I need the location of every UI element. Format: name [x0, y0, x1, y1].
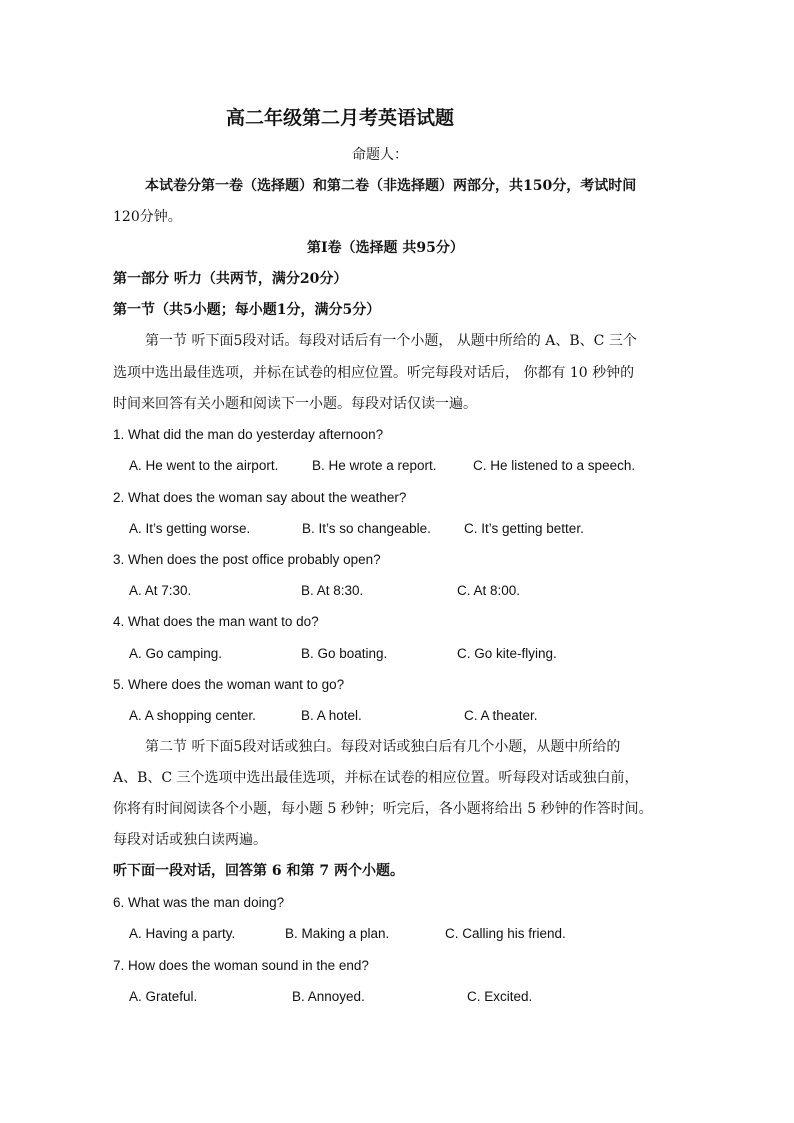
question-7-option-c: C. Excited.: [467, 989, 533, 1004]
dialogue-group-heading: 听下面一段对话，回答第 6 和第 7 两个小题。: [113, 863, 404, 879]
question-5: 5. Where does the woman want to go?: [113, 677, 345, 692]
intro-line-2: 120分钟。: [113, 209, 182, 225]
question-6: 6. What was the man doing?: [113, 895, 285, 910]
question-2-option-b: B. It’s so changeable.: [302, 521, 431, 536]
question-5-option-a: A. A shopping center.: [129, 708, 256, 723]
section-1-instruction: 时间来回答有关小题和阅读下一小题。每段对话仅读一遍。: [113, 396, 477, 412]
question-1-option-a: A. He went to the airport.: [129, 458, 279, 473]
section-2-instruction: 每段对话或独白读两遍。: [113, 832, 267, 848]
section-1-instruction: 第一节 听下面5段对话。每段对话后有一个小题， 从题中所给的 A、B、C 三个: [145, 333, 637, 349]
question-4-option-b: B. Go boating.: [301, 646, 388, 661]
intro-line-1: 本试卷分第一卷（选择题）和第二卷（非选择题）两部分，共150分，考试时间: [145, 178, 637, 194]
question-2: 2. What does the woman say about the weather?: [113, 490, 407, 505]
question-2-option-a: A. It’s getting worse.: [129, 521, 251, 536]
exam-title: 高二年级第二月考英语试题: [226, 107, 455, 129]
question-3: 3. When does the post office probably open?: [113, 552, 381, 567]
question-6-option-b: B. Making a plan.: [285, 926, 390, 941]
question-2-option-c: C. It’s getting better.: [464, 521, 584, 536]
section-1-heading: 第一节（共5小题；每小题1分，满分5分）: [113, 302, 381, 318]
question-7-option-b: B. Annoyed.: [292, 989, 365, 1004]
question-1-option-c: C. He listened to a speech.: [473, 458, 636, 473]
question-5-option-c: C. A theater.: [464, 708, 538, 723]
question-6-option-a: A. Having a party.: [129, 926, 236, 941]
question-3-option-b: B. At 8:30.: [301, 583, 364, 598]
volume-1-heading: 第Ⅰ卷（选择题 共95分）: [307, 240, 464, 256]
section-2-instruction: 第二节 听下面5段对话或独白。每段对话或独白后有几个小题，从题中所给的: [145, 739, 621, 755]
part-1-heading: 第一部分 听力（共两节，满分20分）: [113, 271, 348, 287]
section-2-instruction: 你将有时间阅读各个小题，每小题 5 秒钟；听完后，各小题将给出 5 秒钟的作答时间。: [113, 801, 653, 817]
question-5-option-b: B. A hotel.: [301, 708, 362, 723]
question-6-option-c: C. Calling his friend.: [445, 926, 566, 941]
author-label: 命题人：: [352, 147, 408, 163]
question-4-option-a: A. Go camping.: [129, 646, 223, 661]
question-1-option-b: B. He wrote a report.: [312, 458, 437, 473]
section-1-instruction: 选项中选出最佳选项，并标在试卷的相应位置。听完每段对话后， 你都有 10 秒钟的: [113, 365, 635, 381]
question-4: 4. What does the man want to do?: [113, 614, 319, 629]
section-2-instruction: A、B、C 三个选项中选出最佳选项，并标在试卷的相应位置。听每段对话或独白前，: [113, 770, 639, 786]
question-7: 7. How does the woman sound in the end?: [113, 958, 369, 973]
question-3-option-a: A. At 7:30.: [129, 583, 192, 598]
question-1: 1. What did the man do yesterday afternoon?: [113, 427, 384, 442]
question-7-option-a: A. Grateful.: [129, 989, 198, 1004]
question-3-option-c: C. At 8:00.: [457, 583, 521, 598]
question-4-option-c: C. Go kite-flying.: [457, 646, 557, 661]
